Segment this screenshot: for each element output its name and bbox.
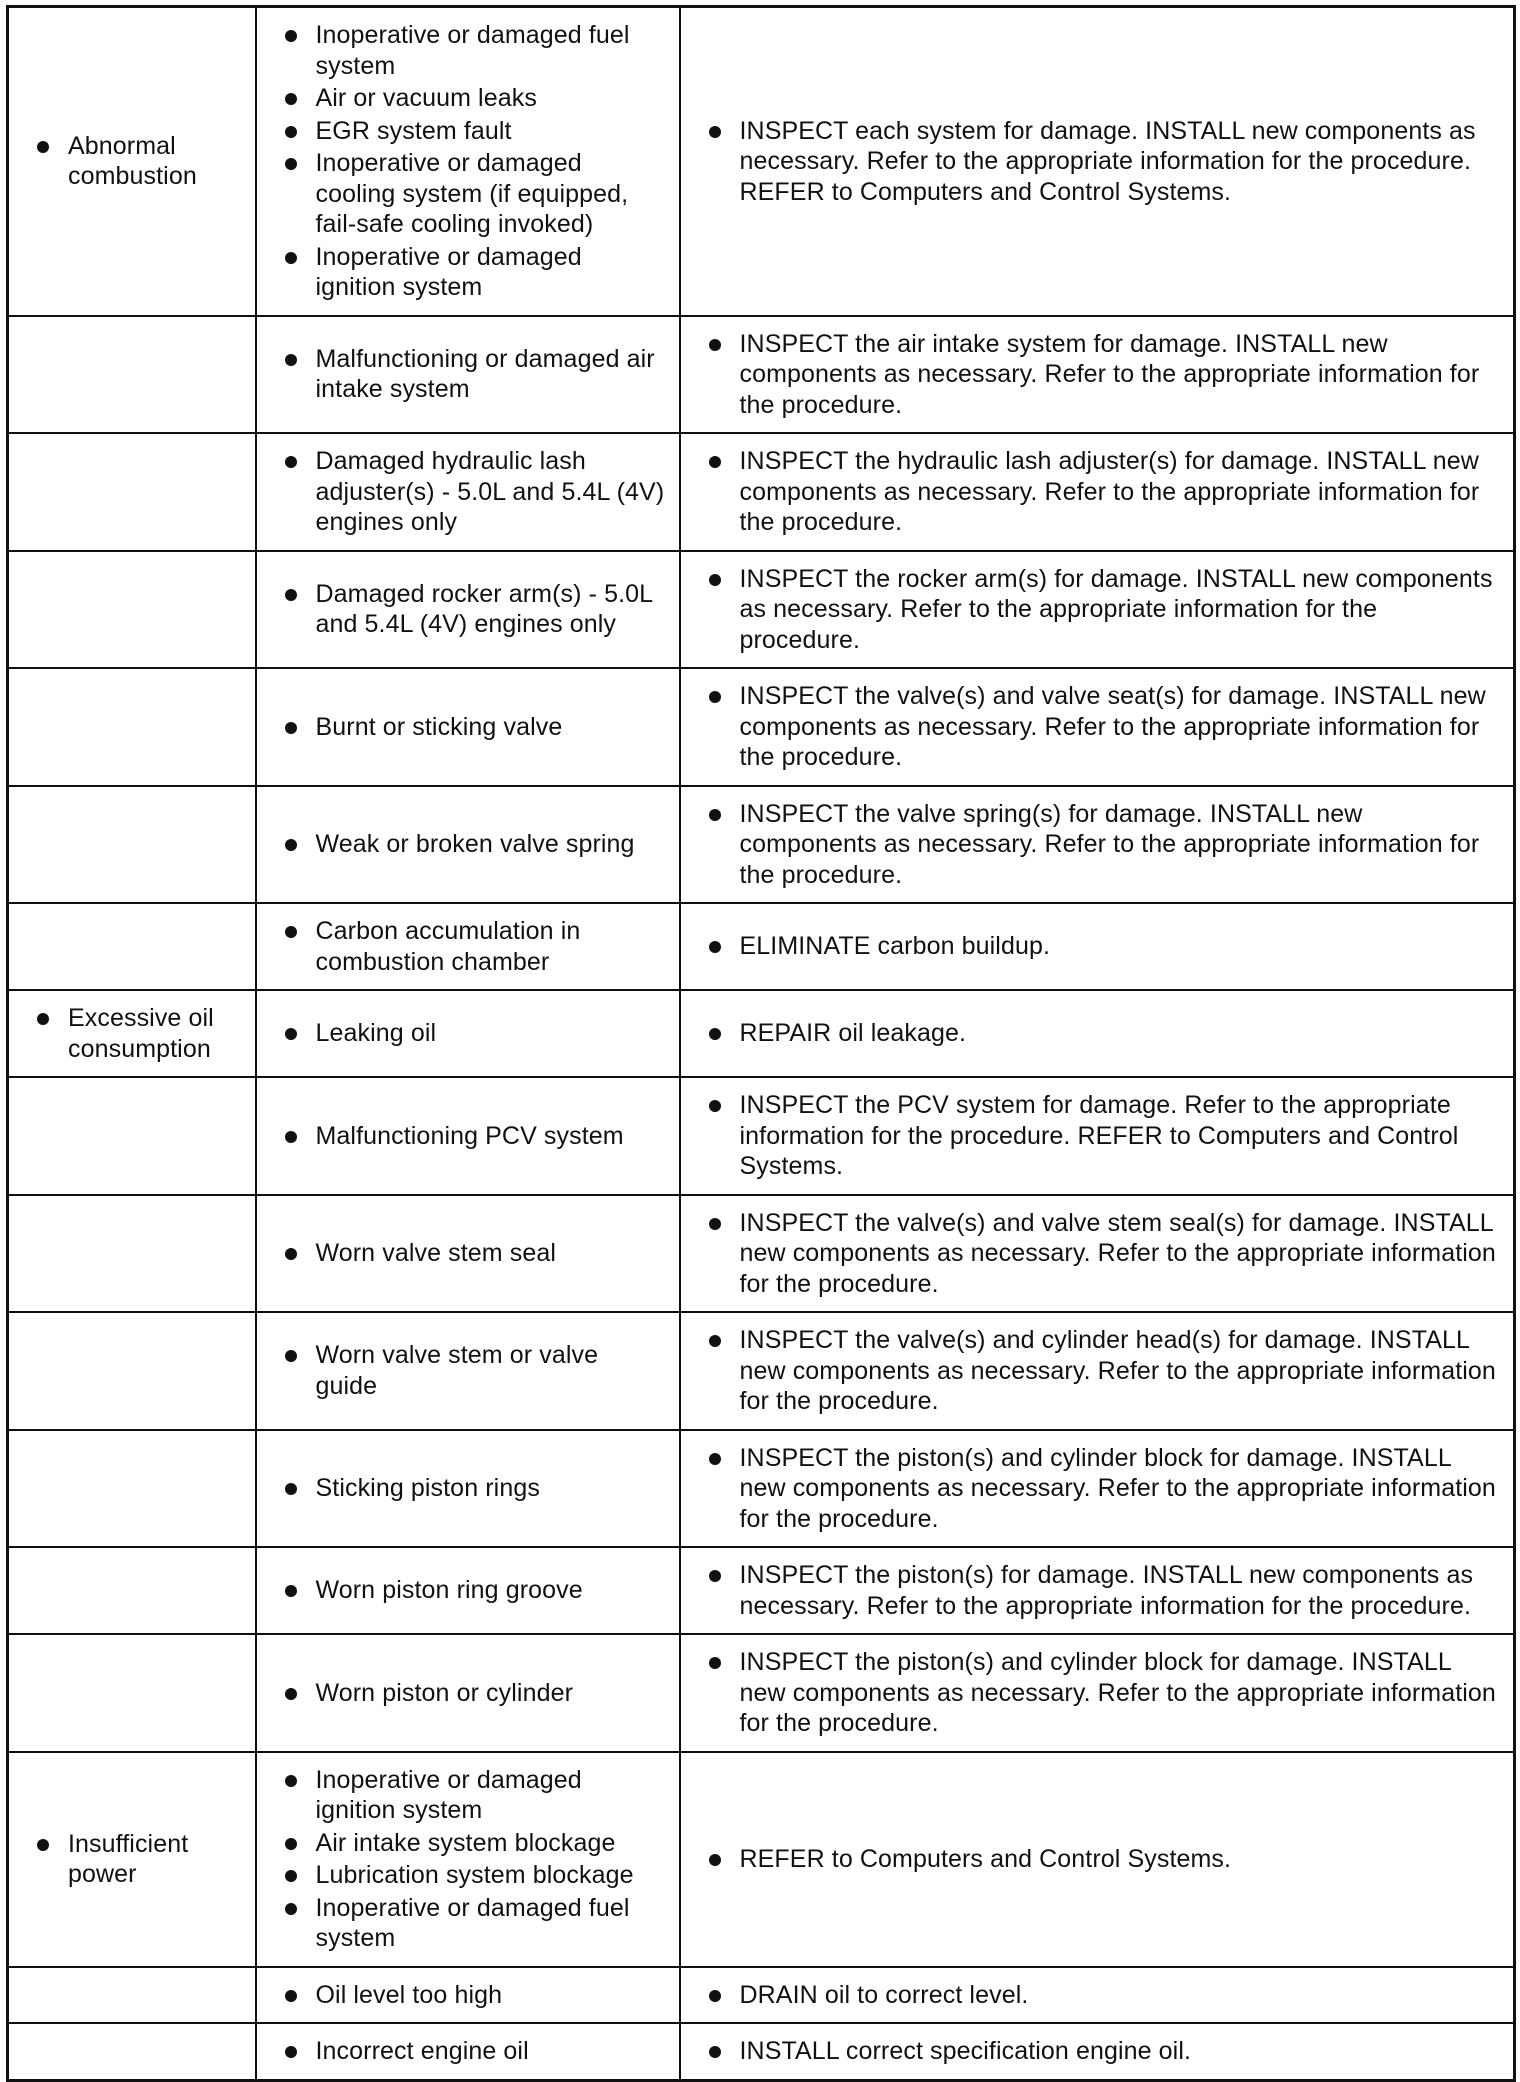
action-cell [680,1752,1515,1967]
action-list [697,1844,1500,1875]
action-item: INSPECT the piston(s) and cylinder block for damage. INSTALL new components as necessary. Refer to the appropriate information for the procedure. [697,1647,1500,1739]
possible-source-item: Inoperative or damaged fuel system [273,1893,665,1954]
action-cell [680,551,1515,669]
table-row [8,1077,1515,1195]
possible-source-list [273,2036,665,2067]
possible-source-item: Weak or broken valve spring [273,829,665,860]
action-item: REPAIR oil leakage. [697,1018,1500,1049]
possible-source-cell [256,990,680,1077]
action-list [697,1980,1500,2011]
possible-source-item: Oil level too high [273,1980,665,2011]
condition-list [25,1829,241,1890]
action-item: INSPECT the rocker arm(s) for damage. INSTALL new components as necessary. Refer to the appropriate information for the procedure. [697,564,1500,656]
possible-source-item: Damaged rocker arm(s) - 5.0L and 5.4L (4V) engines only [273,579,665,640]
table-row [8,1195,1515,1313]
possible-source-list [273,1121,665,1152]
possible-source-cell [256,1634,680,1752]
condition-cell [8,1752,256,1967]
action-list [697,446,1500,538]
possible-source-item: Inoperative or damaged cooling system (if equipped, fail-safe cooling invoked) [273,148,665,240]
action-list [697,1647,1500,1739]
possible-source-item: Worn piston ring groove [273,1575,665,1606]
action-cell [680,1547,1515,1634]
possible-source-item: Burnt or sticking valve [273,712,665,743]
table-row [8,7,1515,316]
condition-cell [8,7,256,316]
possible-source-list [273,579,665,640]
table-row [8,1430,1515,1548]
condition-cell [8,1547,256,1634]
possible-source-list [273,446,665,538]
action-list [697,1090,1500,1182]
possible-source-item: Malfunctioning or damaged air intake system [273,344,665,405]
action-item: DRAIN oil to correct level. [697,1980,1500,2011]
action-list [697,681,1500,773]
possible-source-item: Sticking piston rings [273,1473,665,1504]
action-cell [680,7,1515,316]
action-cell [680,1077,1515,1195]
possible-source-list [273,712,665,743]
possible-source-item: Worn piston or cylinder [273,1678,665,1709]
possible-source-list [273,829,665,860]
action-cell [680,1195,1515,1313]
possible-source-cell [256,1312,680,1430]
table-row [8,903,1515,990]
condition-cell [8,786,256,904]
condition-item: Insufficient power [25,1829,241,1890]
table-row [8,1547,1515,1634]
action-list [697,2036,1500,2067]
condition-cell [8,1312,256,1430]
action-list [697,1443,1500,1535]
table-row [8,1312,1515,1430]
table-row [8,1752,1515,1967]
condition-cell [8,1634,256,1752]
possible-source-list [273,20,665,303]
possible-source-item: Air intake system blockage [273,1828,665,1859]
possible-source-item: Incorrect engine oil [273,2036,665,2067]
possible-source-item: Worn valve stem seal [273,1238,665,1269]
action-list [697,799,1500,891]
possible-source-item: Damaged hydraulic lash adjuster(s) - 5.0L and 5.4L (4V) engines only [273,446,665,538]
possible-source-item: Inoperative or damaged fuel system [273,20,665,81]
possible-source-cell [256,433,680,551]
condition-cell [8,1967,256,2024]
condition-item: Excessive oil consumption [25,1003,241,1064]
condition-list [25,131,241,192]
action-cell [680,903,1515,990]
condition-cell [8,2023,256,2080]
condition-cell [8,903,256,990]
possible-source-cell [256,786,680,904]
condition-cell [8,551,256,669]
table-row [8,2023,1515,2080]
table-row [8,551,1515,669]
diagnosis-table-container [6,5,1513,2082]
table-row [8,1967,1515,2024]
table-row [8,990,1515,1077]
action-cell [680,786,1515,904]
table-row [8,316,1515,434]
condition-cell [8,316,256,434]
possible-source-cell [256,1077,680,1195]
possible-source-list [273,1678,665,1709]
action-list [697,1208,1500,1300]
possible-source-item: Inoperative or damaged ignition system [273,242,665,303]
possible-source-cell [256,668,680,786]
possible-source-item: EGR system fault [273,116,665,147]
symptom-diagnosis-table [6,5,1516,2082]
action-list [697,1560,1500,1621]
action-cell [680,990,1515,1077]
possible-source-cell [256,1195,680,1313]
possible-source-list [273,916,665,977]
condition-cell [8,1430,256,1548]
possible-source-list [273,1765,665,1954]
possible-source-cell [256,1547,680,1634]
action-item: INSTALL correct specification engine oil. [697,2036,1500,2067]
possible-source-list [273,1340,665,1401]
possible-source-item: Air or vacuum leaks [273,83,665,114]
action-item: INSPECT the valve(s) and cylinder head(s) for damage. INSTALL new components as necessary. Refer to the appropriate information for the procedure. [697,1325,1500,1417]
action-cell [680,1312,1515,1430]
action-cell [680,316,1515,434]
action-cell [680,433,1515,551]
action-item: INSPECT the PCV system for damage. Refer to the appropriate information for the procedure. REFER to Computers and Control Systems. [697,1090,1500,1182]
possible-source-list [273,1575,665,1606]
action-item: INSPECT the piston(s) for damage. INSTALL new components as necessary. Refer to the appropriate information for the procedure. [697,1560,1500,1621]
condition-cell [8,990,256,1077]
possible-source-cell [256,1430,680,1548]
action-list [697,564,1500,656]
action-cell [680,1430,1515,1548]
possible-source-cell [256,316,680,434]
possible-source-cell [256,7,680,316]
action-item: INSPECT the valve(s) and valve stem seal(s) for damage. INSTALL new components as necessary. Refer to the appropriate information for the procedure. [697,1208,1500,1300]
possible-source-item: Lubrication system blockage [273,1860,665,1891]
condition-cell [8,433,256,551]
possible-source-list [273,344,665,405]
possible-source-item: Inoperative or damaged ignition system [273,1765,665,1826]
possible-source-list [273,1980,665,2011]
condition-cell [8,1077,256,1195]
possible-source-cell [256,2023,680,2080]
action-list [697,1018,1500,1049]
action-list [697,931,1500,962]
possible-source-list [273,1018,665,1049]
possible-source-item: Leaking oil [273,1018,665,1049]
table-row [8,786,1515,904]
action-item: INSPECT the piston(s) and cylinder block for damage. INSTALL new components as necessary. Refer to the appropriate information for the procedure. [697,1443,1500,1535]
possible-source-item: Worn valve stem or valve guide [273,1340,665,1401]
action-item: ELIMINATE carbon buildup. [697,931,1500,962]
condition-list [25,1003,241,1064]
possible-source-cell [256,903,680,990]
action-item: INSPECT each system for damage. INSTALL new components as necessary. Refer to the appropriate information for the procedure. REFER to Computers and Control Systems. [697,116,1500,208]
table-body [8,7,1515,2081]
table-row [8,668,1515,786]
condition-cell [8,668,256,786]
table-row [8,1634,1515,1752]
action-list [697,116,1500,208]
possible-source-cell [256,1752,680,1967]
action-item: INSPECT the valve spring(s) for damage. INSTALL new components as necessary. Refer to the appropriate information for the procedure. [697,799,1500,891]
action-cell [680,1967,1515,2024]
action-cell [680,1634,1515,1752]
possible-source-cell [256,1967,680,2024]
action-item: INSPECT the air intake system for damage. INSTALL new components as necessary. Refer to the appropriate information for the procedure. [697,329,1500,421]
action-list [697,1325,1500,1417]
possible-source-item: Carbon accumulation in combustion chamber [273,916,665,977]
action-item: INSPECT the hydraulic lash adjuster(s) for damage. INSTALL new components as necessary. Refer to the appropriate information for the procedure. [697,446,1500,538]
possible-source-list [273,1238,665,1269]
action-item: INSPECT the valve(s) and valve seat(s) for damage. INSTALL new components as necessary. Refer to the appropriate information for the procedure. [697,681,1500,773]
action-item: REFER to Computers and Control Systems. [697,1844,1500,1875]
possible-source-item: Malfunctioning PCV system [273,1121,665,1152]
action-list [697,329,1500,421]
action-cell [680,668,1515,786]
possible-source-cell [256,551,680,669]
table-row [8,433,1515,551]
condition-cell [8,1195,256,1313]
condition-item: Abnormal combustion [25,131,241,192]
possible-source-list [273,1473,665,1504]
action-cell [680,2023,1515,2080]
